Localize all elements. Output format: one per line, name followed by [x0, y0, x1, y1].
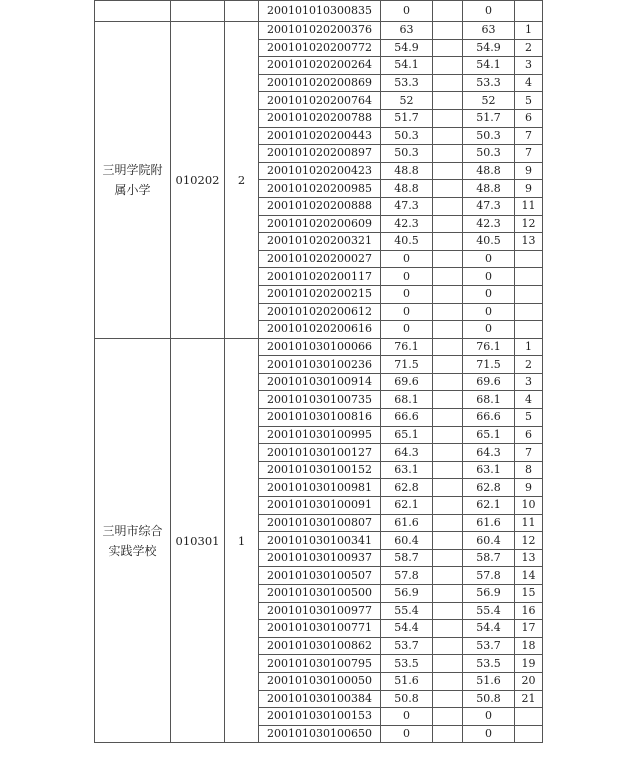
quota-cell: 2: [225, 22, 259, 339]
written-score-cell: 53.7: [381, 637, 433, 655]
total-score-cell: 0: [463, 1, 515, 22]
blank-score-cell: [433, 690, 463, 708]
total-score-cell: 50.3: [463, 127, 515, 145]
rank-cell: 9: [515, 479, 543, 497]
written-score-cell: 42.3: [381, 215, 433, 233]
written-score-cell: 48.8: [381, 162, 433, 180]
blank-score-cell: [433, 338, 463, 356]
candidate-id-cell: 200101030100650: [259, 725, 381, 743]
candidate-id-cell: 200101030100914: [259, 373, 381, 391]
candidate-id-cell: 200101030100735: [259, 391, 381, 409]
written-score-cell: 0: [381, 1, 433, 22]
total-score-cell: 0: [463, 268, 515, 286]
total-score-cell: 66.6: [463, 409, 515, 427]
candidate-id-cell: 200101030100236: [259, 356, 381, 374]
total-score-cell: 53.7: [463, 637, 515, 655]
candidate-id-cell: 200101030100153: [259, 708, 381, 726]
total-score-cell: 0: [463, 708, 515, 726]
blank-score-cell: [433, 57, 463, 75]
candidate-id-cell: 200101010300835: [259, 1, 381, 22]
candidate-id-cell: 200101030100995: [259, 426, 381, 444]
rank-cell: 20: [515, 672, 543, 690]
total-score-cell: 0: [463, 303, 515, 321]
rank-cell: 12: [515, 215, 543, 233]
blank-score-cell: [433, 356, 463, 374]
total-score-cell: 48.8: [463, 180, 515, 198]
blank-score-cell: [433, 74, 463, 92]
blank-score-cell: [433, 585, 463, 603]
written-score-cell: 54.9: [381, 39, 433, 57]
rank-cell: 5: [515, 92, 543, 110]
rank-cell: 12: [515, 532, 543, 550]
written-score-cell: 0: [381, 725, 433, 743]
blank-score-cell: [433, 725, 463, 743]
blank-score-cell: [433, 549, 463, 567]
blank-score-cell: [433, 461, 463, 479]
rank-cell: 1: [515, 22, 543, 40]
blank-score-cell: [433, 637, 463, 655]
blank-score-cell: [433, 567, 463, 585]
total-score-cell: 57.8: [463, 567, 515, 585]
candidate-id-cell: 200101030100127: [259, 444, 381, 462]
school-name-cell: 三明市综合实践学校: [95, 338, 171, 743]
total-score-cell: 62.8: [463, 479, 515, 497]
written-score-cell: 54.1: [381, 57, 433, 75]
rank-cell: 11: [515, 197, 543, 215]
candidate-id-cell: 200101030100937: [259, 549, 381, 567]
quota-cell: 1: [225, 338, 259, 743]
written-score-cell: 69.6: [381, 373, 433, 391]
rank-cell: 13: [515, 549, 543, 567]
total-score-cell: 63.1: [463, 461, 515, 479]
blank-score-cell: [433, 215, 463, 233]
rank-cell: [515, 303, 543, 321]
written-score-cell: 54.4: [381, 620, 433, 638]
blank-score-cell: [433, 409, 463, 427]
rank-cell: 2: [515, 356, 543, 374]
blank-score-cell: [433, 39, 463, 57]
candidate-id-cell: 200101020200772: [259, 39, 381, 57]
total-score-cell: 71.5: [463, 356, 515, 374]
written-score-cell: 62.1: [381, 497, 433, 515]
total-score-cell: 42.3: [463, 215, 515, 233]
candidate-id-cell: 200101030100816: [259, 409, 381, 427]
written-score-cell: 53.3: [381, 74, 433, 92]
candidate-id-cell: 200101030100981: [259, 479, 381, 497]
rank-cell: 14: [515, 567, 543, 585]
candidate-id-cell: 200101030100066: [259, 338, 381, 356]
written-score-cell: 62.8: [381, 479, 433, 497]
rank-cell: 4: [515, 74, 543, 92]
blank-score-cell: [433, 22, 463, 40]
table-row: [95, 1, 543, 22]
rank-cell: 11: [515, 514, 543, 532]
candidate-id-cell: 200101030100795: [259, 655, 381, 673]
written-score-cell: 52: [381, 92, 433, 110]
rank-cell: [515, 725, 543, 743]
total-score-cell: 52: [463, 92, 515, 110]
candidate-id-cell: 200101030100507: [259, 567, 381, 585]
written-score-cell: 76.1: [381, 338, 433, 356]
total-score-cell: 0: [463, 321, 515, 339]
written-score-cell: 50.3: [381, 127, 433, 145]
blank-score-cell: [433, 1, 463, 22]
blank-score-cell: [433, 708, 463, 726]
candidate-id-cell: 200101020200888: [259, 197, 381, 215]
total-score-cell: 62.1: [463, 497, 515, 515]
rank-cell: 10: [515, 497, 543, 515]
written-score-cell: 51.6: [381, 672, 433, 690]
blank-score-cell: [433, 197, 463, 215]
blank-score-cell: [433, 233, 463, 251]
written-score-cell: 50.3: [381, 145, 433, 163]
table-row: [95, 338, 543, 356]
total-score-cell: 61.6: [463, 514, 515, 532]
rank-cell: 7: [515, 444, 543, 462]
blank-score-cell: [433, 162, 463, 180]
candidate-id-cell: 200101030100807: [259, 514, 381, 532]
total-score-cell: 0: [463, 285, 515, 303]
total-score-cell: 55.4: [463, 602, 515, 620]
written-score-cell: 64.3: [381, 444, 433, 462]
candidate-id-cell: 200101030100500: [259, 585, 381, 603]
position-code-cell: 010301: [171, 338, 225, 743]
blank-score-cell: [433, 655, 463, 673]
candidate-id-cell: 200101030100862: [259, 637, 381, 655]
total-score-cell: 68.1: [463, 391, 515, 409]
rank-cell: 21: [515, 690, 543, 708]
candidate-id-cell: 200101020200616: [259, 321, 381, 339]
written-score-cell: 51.7: [381, 109, 433, 127]
rank-cell: [515, 1, 543, 22]
rank-cell: 18: [515, 637, 543, 655]
rank-cell: 2: [515, 39, 543, 57]
candidate-id-cell: 200101020200985: [259, 180, 381, 198]
rank-cell: [515, 268, 543, 286]
total-score-cell: 0: [463, 725, 515, 743]
written-score-cell: 0: [381, 321, 433, 339]
total-score-cell: 51.7: [463, 109, 515, 127]
written-score-cell: 63: [381, 22, 433, 40]
quota-cell: [225, 1, 259, 22]
rank-cell: 9: [515, 162, 543, 180]
candidate-id-cell: 200101020200612: [259, 303, 381, 321]
total-score-cell: 76.1: [463, 338, 515, 356]
written-score-cell: 0: [381, 285, 433, 303]
written-score-cell: 63.1: [381, 461, 433, 479]
candidate-id-cell: 200101020200788: [259, 109, 381, 127]
written-score-cell: 0: [381, 303, 433, 321]
blank-score-cell: [433, 373, 463, 391]
total-score-cell: 47.3: [463, 197, 515, 215]
rank-cell: [515, 321, 543, 339]
written-score-cell: 61.6: [381, 514, 433, 532]
school-name-cell: 三明学院附属小学: [95, 22, 171, 339]
rank-cell: 6: [515, 109, 543, 127]
candidate-id-cell: 200101020200423: [259, 162, 381, 180]
candidate-id-cell: 200101020200869: [259, 74, 381, 92]
written-score-cell: 55.4: [381, 602, 433, 620]
total-score-cell: 69.6: [463, 373, 515, 391]
total-score-cell: 56.9: [463, 585, 515, 603]
blank-score-cell: [433, 620, 463, 638]
rank-cell: 9: [515, 180, 543, 198]
blank-score-cell: [433, 109, 463, 127]
rank-cell: 1: [515, 338, 543, 356]
blank-score-cell: [433, 250, 463, 268]
blank-score-cell: [433, 426, 463, 444]
candidate-id-cell: 200101020200321: [259, 233, 381, 251]
candidate-id-cell: 200101030100384: [259, 690, 381, 708]
total-score-cell: 54.1: [463, 57, 515, 75]
total-score-cell: 54.4: [463, 620, 515, 638]
rank-cell: 3: [515, 373, 543, 391]
written-score-cell: 58.7: [381, 549, 433, 567]
blank-score-cell: [433, 127, 463, 145]
blank-score-cell: [433, 444, 463, 462]
written-score-cell: 47.3: [381, 197, 433, 215]
candidate-id-cell: 200101020200117: [259, 268, 381, 286]
written-score-cell: 50.8: [381, 690, 433, 708]
blank-score-cell: [433, 497, 463, 515]
total-score-cell: 50.8: [463, 690, 515, 708]
rank-cell: 7: [515, 127, 543, 145]
score-table: [94, 0, 543, 743]
blank-score-cell: [433, 602, 463, 620]
score-table-body: [95, 1, 543, 743]
written-score-cell: 53.5: [381, 655, 433, 673]
candidate-id-cell: 200101020200215: [259, 285, 381, 303]
written-score-cell: 65.1: [381, 426, 433, 444]
blank-score-cell: [433, 672, 463, 690]
candidate-id-cell: 200101030100152: [259, 461, 381, 479]
blank-score-cell: [433, 321, 463, 339]
rank-cell: [515, 250, 543, 268]
blank-score-cell: [433, 145, 463, 163]
total-score-cell: 48.8: [463, 162, 515, 180]
written-score-cell: 48.8: [381, 180, 433, 198]
school-name-cell: [95, 1, 171, 22]
written-score-cell: 71.5: [381, 356, 433, 374]
candidate-id-cell: 200101030100341: [259, 532, 381, 550]
written-score-cell: 56.9: [381, 585, 433, 603]
rank-cell: 17: [515, 620, 543, 638]
rank-cell: 13: [515, 233, 543, 251]
rank-cell: 19: [515, 655, 543, 673]
candidate-id-cell: 200101020200764: [259, 92, 381, 110]
candidate-id-cell: 200101020200027: [259, 250, 381, 268]
score-sheet: [94, 0, 543, 743]
written-score-cell: 66.6: [381, 409, 433, 427]
written-score-cell: 40.5: [381, 233, 433, 251]
blank-score-cell: [433, 285, 463, 303]
candidate-id-cell: 200101020200264: [259, 57, 381, 75]
blank-score-cell: [433, 92, 463, 110]
written-score-cell: 57.8: [381, 567, 433, 585]
rank-cell: 7: [515, 145, 543, 163]
total-score-cell: 0: [463, 250, 515, 268]
blank-score-cell: [433, 268, 463, 286]
total-score-cell: 65.1: [463, 426, 515, 444]
rank-cell: [515, 708, 543, 726]
written-score-cell: 0: [381, 708, 433, 726]
written-score-cell: 60.4: [381, 532, 433, 550]
candidate-id-cell: 200101030100977: [259, 602, 381, 620]
rank-cell: 4: [515, 391, 543, 409]
rank-cell: 5: [515, 409, 543, 427]
total-score-cell: 50.3: [463, 145, 515, 163]
rank-cell: 3: [515, 57, 543, 75]
blank-score-cell: [433, 391, 463, 409]
total-score-cell: 51.6: [463, 672, 515, 690]
blank-score-cell: [433, 479, 463, 497]
written-score-cell: 0: [381, 250, 433, 268]
candidate-id-cell: 200101020200609: [259, 215, 381, 233]
written-score-cell: 68.1: [381, 391, 433, 409]
rank-cell: 8: [515, 461, 543, 479]
candidate-id-cell: 200101030100050: [259, 672, 381, 690]
blank-score-cell: [433, 180, 463, 198]
total-score-cell: 53.3: [463, 74, 515, 92]
written-score-cell: 0: [381, 268, 433, 286]
total-score-cell: 40.5: [463, 233, 515, 251]
rank-cell: 6: [515, 426, 543, 444]
candidate-id-cell: 200101030100091: [259, 497, 381, 515]
rank-cell: [515, 285, 543, 303]
total-score-cell: 58.7: [463, 549, 515, 567]
total-score-cell: 63: [463, 22, 515, 40]
total-score-cell: 53.5: [463, 655, 515, 673]
position-code-cell: [171, 1, 225, 22]
total-score-cell: 64.3: [463, 444, 515, 462]
position-code-cell: 010202: [171, 22, 225, 339]
candidate-id-cell: 200101020200443: [259, 127, 381, 145]
candidate-id-cell: 200101020200376: [259, 22, 381, 40]
rank-cell: 16: [515, 602, 543, 620]
blank-score-cell: [433, 514, 463, 532]
blank-score-cell: [433, 532, 463, 550]
candidate-id-cell: 200101020200897: [259, 145, 381, 163]
total-score-cell: 60.4: [463, 532, 515, 550]
table-row: [95, 22, 543, 40]
rank-cell: 15: [515, 585, 543, 603]
total-score-cell: 54.9: [463, 39, 515, 57]
blank-score-cell: [433, 303, 463, 321]
candidate-id-cell: 200101030100771: [259, 620, 381, 638]
